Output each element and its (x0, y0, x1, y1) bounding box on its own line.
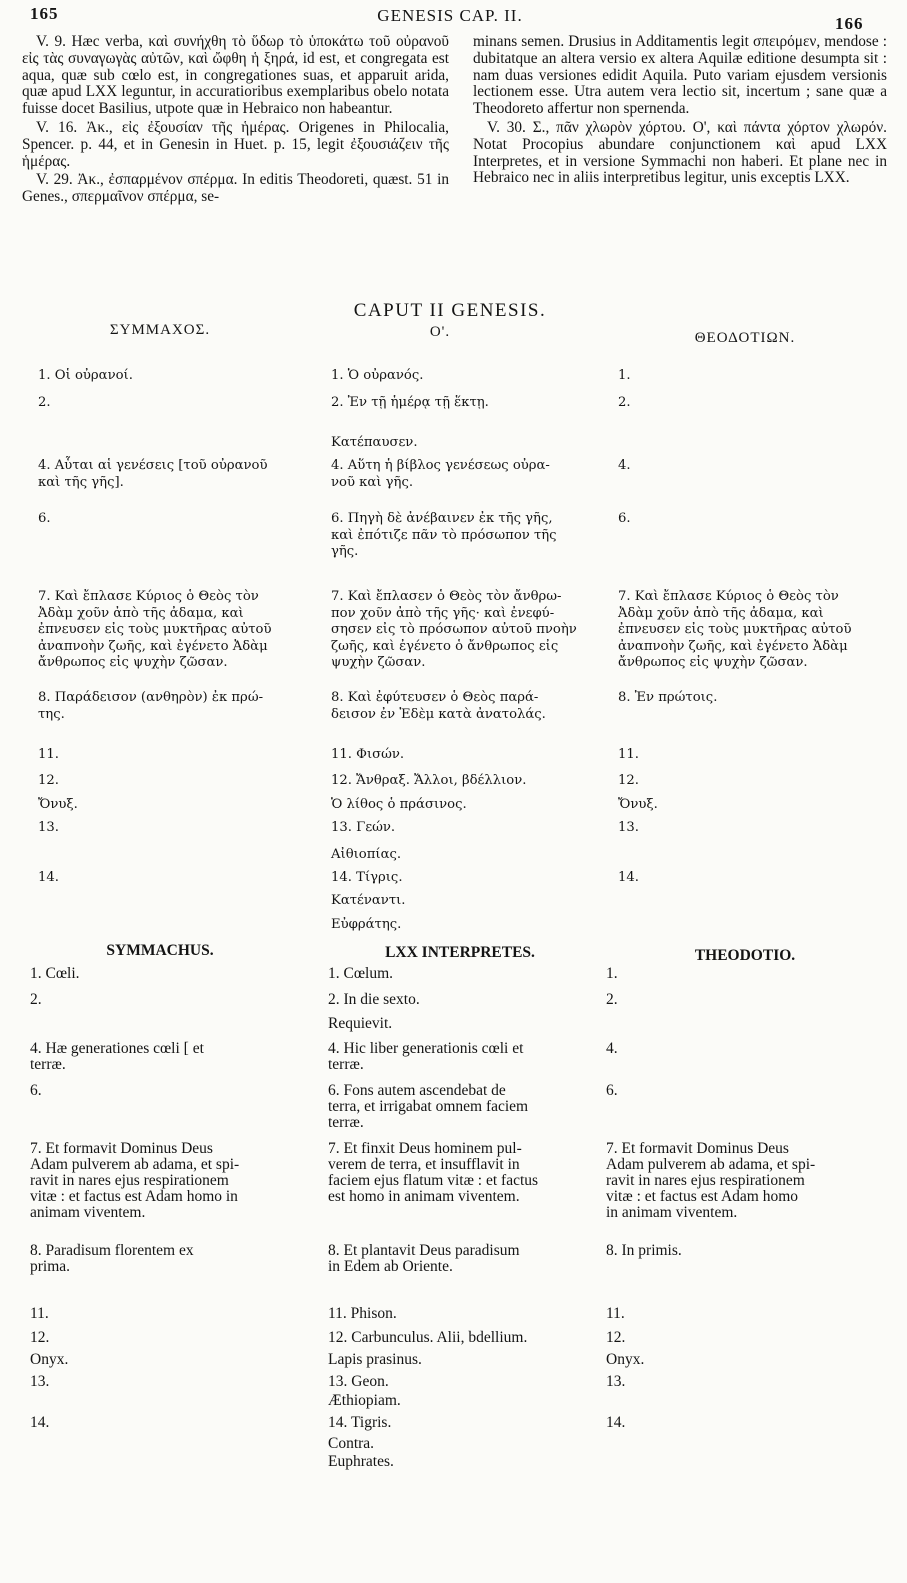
latin-row-13-col-1: Contra. (328, 1435, 375, 1452)
greek-row-3-col-0: 4. Αὗται αἱ γενέσεις [τοῦ οὐρανοῦ καὶ τῆς γῆς]. (38, 458, 268, 490)
latin-row-9-col-1: Lapis prasinus. (328, 1351, 422, 1368)
greek-row-3-col-2: 4. (618, 458, 631, 473)
latin-row-5-col-1: 7. Et finxit Deus hominem pul- verem de terra, et insufflavit in faciem ejus flatum vitæ : et factus est homo in animam viventem. (328, 1140, 539, 1205)
note-v16: V. 16. Ἀκ., εἰς ἐξουσίαν τῆς ἡμέρας. Origenes in Philocalia, Spencer. p. 44, et in Genesin in Huet. p. 15, legit ἐξουσιάζειν τῆς ἡμέρας. (22, 118, 449, 170)
greek-row-14-col-1: Εὐφράτης. (331, 917, 402, 932)
greek-row-7-col-1: 11. Φισών. (331, 747, 405, 762)
greek-row-0-col-0: 1. Οἱ οὐρανοί. (38, 368, 133, 383)
latin-row-9-col-0: Onyx. (30, 1351, 69, 1368)
greek-heading-lxx: Ο'. (429, 324, 451, 340)
latin-row-1-col-2: 2. (606, 991, 618, 1008)
latin-row-1-col-1: 2. In die sexto. (328, 991, 420, 1008)
latin-row-5-col-0: 7. Et formavit Dominus Deus Adam pulverem ab adama, et spi- ravit in nares ejus respirationem vitæ : et factus est Adam homo in animam viventem. (30, 1140, 240, 1221)
latin-row-7-col-0: 11. (30, 1305, 49, 1322)
greek-row-9-col-2: Ὄνυξ. (618, 797, 658, 812)
latin-row-4-col-1: 6. Fons autem ascendebat de terra, et irrigabat omnem faciem terræ. (328, 1082, 529, 1131)
greek-row-5-col-0: 7. Καὶ ἔπλασε Κύριος ὁ Θεὸς τὸν Ἀδὰμ χοῦν ἀπὸ τῆς ἀδαμα, καὶ ἐπνευσεν εἰς τοὺς μυκτῆρας αὐτοῦ ἀναπνοὴν ζωῆς, καὶ ἐγένετο Ἀδὰμ ἄνθρωπος εἰς ψυχὴν ζῶσαν. (38, 589, 272, 670)
greek-row-4-col-0: 6. (38, 511, 51, 526)
greek-row-10-col-1: 13. Γεών. (331, 820, 396, 835)
latin-row-12-col-0: 14. (30, 1414, 50, 1431)
note-v30: V. 30. Σ., πᾶν χλωρὸν χόρτου. Ο', καὶ πάντα χόρτον χλωρόν. Notat Procopius abundare conjunctionem καὶ apud LXX Interpretes, et in versione Symmachi non haberi. Et plane nec in Hebraico nec in aliis interpretibus legitur, unis exceptis LXX. (473, 118, 887, 187)
latin-row-7-col-1: 11. Phison. (328, 1305, 397, 1322)
greek-row-11-col-1: Αἰθιοπίας. (331, 847, 402, 862)
latin-heading-symmachus: SYMMACHUS. (106, 942, 214, 959)
latin-row-1-col-0: 2. (30, 991, 42, 1008)
greek-row-8-col-2: 12. (618, 773, 639, 788)
latin-row-3-col-1: 4. Hic liber generationis cœli et terræ. (328, 1040, 524, 1073)
latin-row-3-col-2: 4. (606, 1040, 618, 1057)
greek-row-0-col-2: 1. (618, 368, 631, 383)
greek-row-8-col-0: 12. (38, 773, 59, 788)
greek-row-12-col-0: 14. (38, 870, 59, 885)
note-v9: V. 9. Hæc verba, καὶ συνήχθη τὸ ὕδωρ τὸ ὑποκάτω τοῦ οὐρανοῦ εἰς τὰς συναγωγὰς αὐτῶν, καὶ ὤφθη ἡ ξηρά, id est, et congregata est aqua, quæ sub cœlo est, in congregationes suas, et apparuit arida, quæ apud LXX leguntur, in accuratioribus exemplaribus obelo notata fuisse docet Basilius, utpote quæ in Hebraico non habeantur. (22, 33, 449, 118)
greek-row-12-col-1: 14. Τίγρις. (331, 870, 403, 885)
latin-row-10-col-1: 13. Geon. (328, 1373, 389, 1390)
note-v29-cont: minans semen. Drusius in Additamentis legit σπειρόμεν, mendose : dubitatque an altera versio ex altera Aquilæ editione desumpta sit : nam duas versiones edidit Aquila. Puto variam ejusdem versionis lectionem esse. Utra autem vera lectio sit, incertum ; sane quæ a Theodoreto affertur non spernenda. (473, 33, 887, 118)
greek-row-6-col-2: 8. Ἐν πρώτοις. (618, 690, 718, 705)
greek-row-10-col-2: 13. (618, 820, 639, 835)
latin-row-8-col-0: 12. (30, 1329, 50, 1346)
latin-row-11-col-1: Æthiopiam. (328, 1392, 401, 1409)
greek-row-9-col-1: Ὁ λίθος ὁ πράσινος. (331, 797, 467, 812)
latin-row-4-col-0: 6. (30, 1082, 42, 1099)
greek-row-1-col-2: 2. (618, 395, 631, 410)
greek-row-4-col-1: 6. Πηγὴ δὲ ἀνέβαινεν ἐκ τῆς γῆς, καὶ ἐπότιζε πᾶν τὸ πρόσωπον τῆς γῆς. (331, 511, 557, 559)
latin-row-6-col-2: 8. In primis. (606, 1242, 682, 1259)
latin-row-5-col-2: 7. Et formavit Dominus Deus Adam pulverem ab adama, et spi- ravit in nares ejus respirationem vitæ : et factus est Adam homo in animam viventem. (606, 1140, 816, 1221)
greek-row-1-col-1: 2. Ἐν τῇ ἡμέρᾳ τῇ ἕκτῃ. (331, 395, 489, 410)
greek-row-3-col-1: 4. Αὕτη ἡ βίβλος γενέσεως οὐρα- νοῦ καὶ γῆς. (331, 458, 550, 490)
running-title: GENESIS CAP. II. (377, 6, 523, 25)
latin-heading-theodotio: THEODOTIO. (694, 947, 796, 964)
greek-row-6-col-1: 8. Καὶ ἐφύτευσεν ὁ Θεὸς παρά- δεισον ἐν Ἐδὲμ κατὰ ἀνατολάς. (331, 690, 546, 722)
greek-row-0-col-1: 1. Ὁ οὐρανός. (331, 368, 424, 383)
latin-row-8-col-2: 12. (606, 1329, 626, 1346)
latin-row-14-col-1: Euphrates. (328, 1453, 394, 1470)
latin-row-10-col-0: 13. (30, 1373, 50, 1390)
greek-row-9-col-0: Ὄνυξ. (38, 797, 78, 812)
latin-row-10-col-2: 13. (606, 1373, 626, 1390)
greek-row-5-col-2: 7. Καὶ ἔπλασε Κύριος ὁ Θεὸς τὸν Ἀδὰμ χοῦν ἀπὸ τῆς ἀδαμα, καὶ ἐπνευσεν εἰς τοὺς μυκτῆρας αὐτοῦ ἀναπνοὴν ζωῆς, καὶ ἐγένετο Ἀδὰμ ἄνθρωπος εἰς ψυχὴν ζῶσαν. (618, 589, 852, 670)
latin-heading-lxx: LXX INTERPRETES. (385, 944, 535, 961)
greek-row-12-col-2: 14. (618, 870, 639, 885)
latin-row-0-col-1: 1. Cœlum. (328, 965, 394, 982)
latin-row-4-col-2: 6. (606, 1082, 618, 1099)
latin-row-3-col-0: 4. Hæ generationes cœli [ et terræ. (30, 1040, 204, 1073)
section-title: CAPUT II GENESIS. (353, 300, 547, 321)
greek-row-2-col-1: Κατέπαυσεν. (331, 435, 418, 450)
latin-row-12-col-2: 14. (606, 1414, 626, 1431)
greek-row-1-col-0: 2. (38, 395, 51, 410)
latin-row-8-col-1: 12. Carbunculus. Alii, bdellium. (328, 1329, 528, 1346)
greek-row-13-col-1: Κατέναντι. (331, 893, 406, 908)
latin-row-0-col-0: 1. Cœli. (30, 965, 80, 982)
greek-row-6-col-0: 8. Παράδεισον (ανθηρὸν) ἐκ πρώ- της. (38, 690, 264, 722)
latin-row-9-col-2: Onyx. (606, 1351, 645, 1368)
latin-row-6-col-1: 8. Et plantavit Deus paradisum in Edem ab Oriente. (328, 1242, 520, 1275)
latin-row-12-col-1: 14. Tigris. (328, 1414, 392, 1431)
page-number-right: 166 (835, 14, 864, 33)
greek-row-7-col-2: 11. (618, 747, 639, 762)
greek-row-10-col-0: 13. (38, 820, 59, 835)
latin-row-6-col-0: 8. Paradisum florentem ex prima. (30, 1242, 194, 1275)
greek-row-7-col-0: 11. (38, 747, 59, 762)
notes-left-column (22, 34, 449, 208)
greek-row-5-col-1: 7. Καὶ ἔπλασεν ὁ Θεὸς τὸν ἄνθρω- πον χοῦν ἀπὸ τῆς γῆς· καὶ ἐνεφύ- σησεν εἰς τὸ πρόσωπον αὐτοῦ πνοὴν ζωῆς, καὶ ἐγένετο ὁ ἄνθρωπος εἰς ψυχὴν ζῶσαν. (331, 589, 577, 670)
latin-row-2-col-1: Requievit. (328, 1015, 393, 1032)
greek-heading-symmachus: ΣΥΜΜΑΧΟΣ. (109, 322, 211, 338)
note-v29: V. 29. Ἀκ., ἐσπαρμένον σπέρμα. In editis Theodoreti, quæst. 51 in Genes., σπερμαῖνον σπέρμα, se- (22, 171, 449, 206)
latin-row-7-col-2: 11. (606, 1305, 625, 1322)
latin-row-0-col-2: 1. (606, 965, 618, 982)
greek-row-4-col-2: 6. (618, 511, 631, 526)
greek-heading-theodotion: ΘΕΟΔΟΤΙΩΝ. (694, 330, 796, 346)
notes-right-column (473, 34, 887, 189)
page-number-left: 165 (30, 4, 59, 23)
greek-row-8-col-1: 12. Ἄνθραξ. Ἄλλοι, βδέλλιον. (331, 773, 527, 788)
